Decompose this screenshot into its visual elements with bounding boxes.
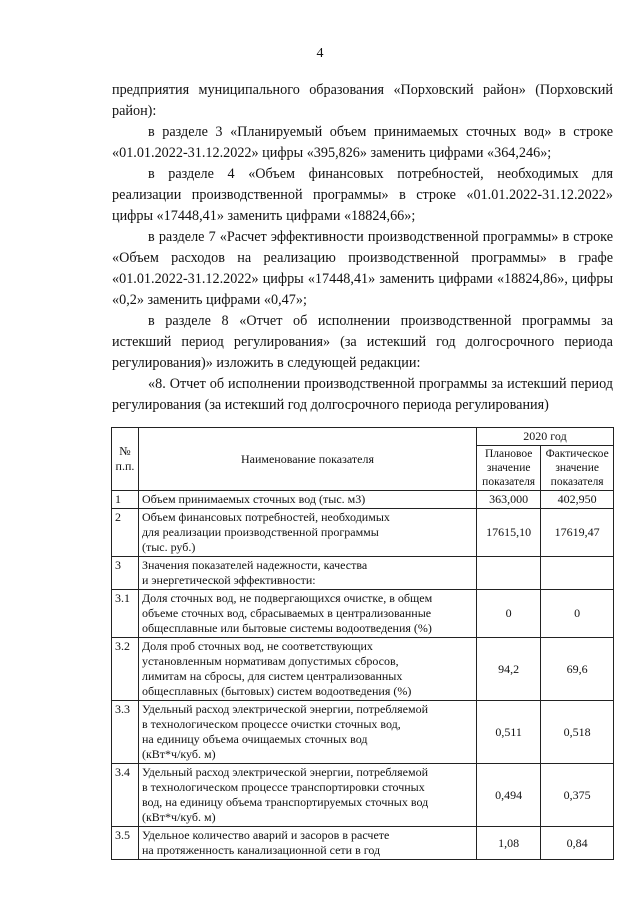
indicator-name-line: для реализации производственной программы bbox=[141, 525, 379, 539]
plan-value: 363,000 bbox=[477, 491, 541, 509]
indicator-name-line: Объем финансовых потребностей, необходимых bbox=[141, 510, 390, 524]
fact-header: Фактическое значение показателя bbox=[541, 446, 614, 491]
indicator-name bbox=[138, 764, 476, 827]
indicator-name-line: в технологическом процессе очистки сточных вод, bbox=[141, 717, 401, 731]
indicator-name-line: общесплавных (бытовых) систем водоотведения (%) bbox=[141, 684, 412, 698]
fact-value: 0,518 bbox=[541, 701, 614, 764]
plan-header: Плановое значение показателя bbox=[477, 446, 541, 491]
indicator-name-line: Удельное количество аварий и засоров в расчете bbox=[141, 828, 390, 842]
col-no-header: № п.п. bbox=[112, 428, 139, 491]
paragraph: в разделе 8 «Отчет об исполнении производственной программы за истекший период регулирования» (за истекший год долгосрочного периода регулирования)» изложить в следующей редакции: bbox=[112, 313, 613, 371]
fact-value: 69,6 bbox=[541, 638, 614, 701]
indicator-name-line: общесплавные или бытовые системы водоотведения (%) bbox=[141, 621, 432, 635]
paragraph: в разделе 3 «Планируемый объем принимаемых сточных вод» в строке «01.01.2022-31.12.2022» цифры «395,826» заменить цифрами «364,246»; bbox=[112, 124, 613, 161]
indicator-name-line: Доля проб сточных вод, не соответствующих bbox=[141, 639, 373, 653]
indicator-name-line: лимитам на сбросы, для систем централизованных bbox=[141, 669, 403, 683]
fact-value bbox=[541, 557, 614, 590]
indicator-name-line: и энергетической эффективности: bbox=[141, 573, 316, 587]
table-row bbox=[112, 491, 614, 509]
page-number: 4 bbox=[316, 46, 324, 61]
indicator-name bbox=[138, 590, 476, 638]
plan-value: 94,2 bbox=[477, 638, 541, 701]
plan-value bbox=[477, 557, 541, 590]
plan-value: 1,08 bbox=[477, 827, 541, 860]
row-number: 3.5 bbox=[112, 827, 139, 860]
paragraph: «8. Отчет об исполнении производственной программы за истекший период регулирования (за истекший год долгосрочного периода регулирования) bbox=[112, 376, 613, 413]
indicator-name-line: Удельный расход электрической энергии, потребляемой bbox=[141, 702, 429, 716]
indicator-name-line: (кВт*ч/куб. м) bbox=[141, 747, 216, 761]
indicator-name-line: на единицу объема очищаемых сточных вод bbox=[141, 732, 368, 746]
table-row bbox=[112, 557, 614, 590]
row-number: 3.4 bbox=[112, 764, 139, 827]
fact-value: 402,950 bbox=[541, 491, 614, 509]
indicator-name-line: Доля сточных вод, не подвергающихся очистке, в общем bbox=[141, 591, 433, 605]
indicator-name bbox=[138, 827, 476, 860]
fact-value: 0,84 bbox=[541, 827, 614, 860]
row-number: 3.1 bbox=[112, 590, 139, 638]
plan-value: 17615,10 bbox=[477, 509, 541, 557]
table-row bbox=[112, 827, 614, 860]
year-header: 2020 год bbox=[477, 428, 614, 446]
table-row bbox=[112, 764, 614, 827]
indicator-name-line: объеме сточных вод, сбрасываемых в централизованные bbox=[141, 606, 432, 620]
paragraph: в разделе 4 «Объем финансовых потребностей, необходимых для реализации производственной программы» в строке «01.01.2022-31.12.2022» цифры «17448,41» заменить цифрами «18824,66»; bbox=[112, 166, 613, 224]
fact-value: 0 bbox=[541, 590, 614, 638]
indicator-name bbox=[138, 491, 476, 509]
indicator-name-line: (тыс. руб.) bbox=[141, 540, 196, 554]
report-table bbox=[111, 427, 614, 860]
row-number: 1 bbox=[112, 491, 139, 509]
table-row bbox=[112, 638, 614, 701]
plan-value: 0,511 bbox=[477, 701, 541, 764]
row-number: 3 bbox=[112, 557, 139, 590]
row-number: 3.2 bbox=[112, 638, 139, 701]
indicator-name-line: Значения показателей надежности, качества bbox=[141, 558, 368, 572]
plan-value: 0 bbox=[477, 590, 541, 638]
col-name-header: Наименование показателя bbox=[138, 428, 476, 491]
indicator-name-line: Удельный расход электрической энергии, потребляемой bbox=[141, 765, 429, 779]
indicator-name-line: установленным нормативам допустимых сбросов, bbox=[141, 654, 399, 668]
fact-value: 17619,47 bbox=[541, 509, 614, 557]
paragraph: предприятия муниципального образования «Порховский район» (Порховский район): bbox=[112, 82, 613, 119]
plan-value: 0,494 bbox=[477, 764, 541, 827]
document-body bbox=[112, 80, 613, 416]
indicator-name bbox=[138, 638, 476, 701]
indicator-name-line: (кВт*ч/куб. м) bbox=[141, 810, 216, 824]
table-row bbox=[112, 509, 614, 557]
indicator-name bbox=[138, 701, 476, 764]
indicator-name bbox=[138, 557, 476, 590]
table-row bbox=[112, 590, 614, 638]
paragraph: в разделе 7 «Расчет эффективности производственной программы» в строке «Объем расходов на реализацию производственной программы» в графе «01.01.2022-31.12.2022» цифры «17448,41» заменить цифрами «18824,86», цифры «0,2» заменить цифрами «0,47»; bbox=[112, 229, 613, 308]
table-header-row bbox=[112, 428, 614, 446]
fact-value: 0,375 bbox=[541, 764, 614, 827]
indicator-name-line: на протяженность канализационной сети в год bbox=[141, 843, 381, 857]
indicator-name-line: в технологическом процессе транспортировки сточных bbox=[141, 780, 425, 794]
indicator-name bbox=[138, 509, 476, 557]
indicator-name-line: Объем принимаемых сточных вод (тыс. м3) bbox=[141, 492, 366, 506]
indicator-name-line: вод, на единицу объема транспортируемых сточных вод bbox=[141, 795, 429, 809]
row-number: 3.3 bbox=[112, 701, 139, 764]
row-number: 2 bbox=[112, 509, 139, 557]
table-row bbox=[112, 701, 614, 764]
